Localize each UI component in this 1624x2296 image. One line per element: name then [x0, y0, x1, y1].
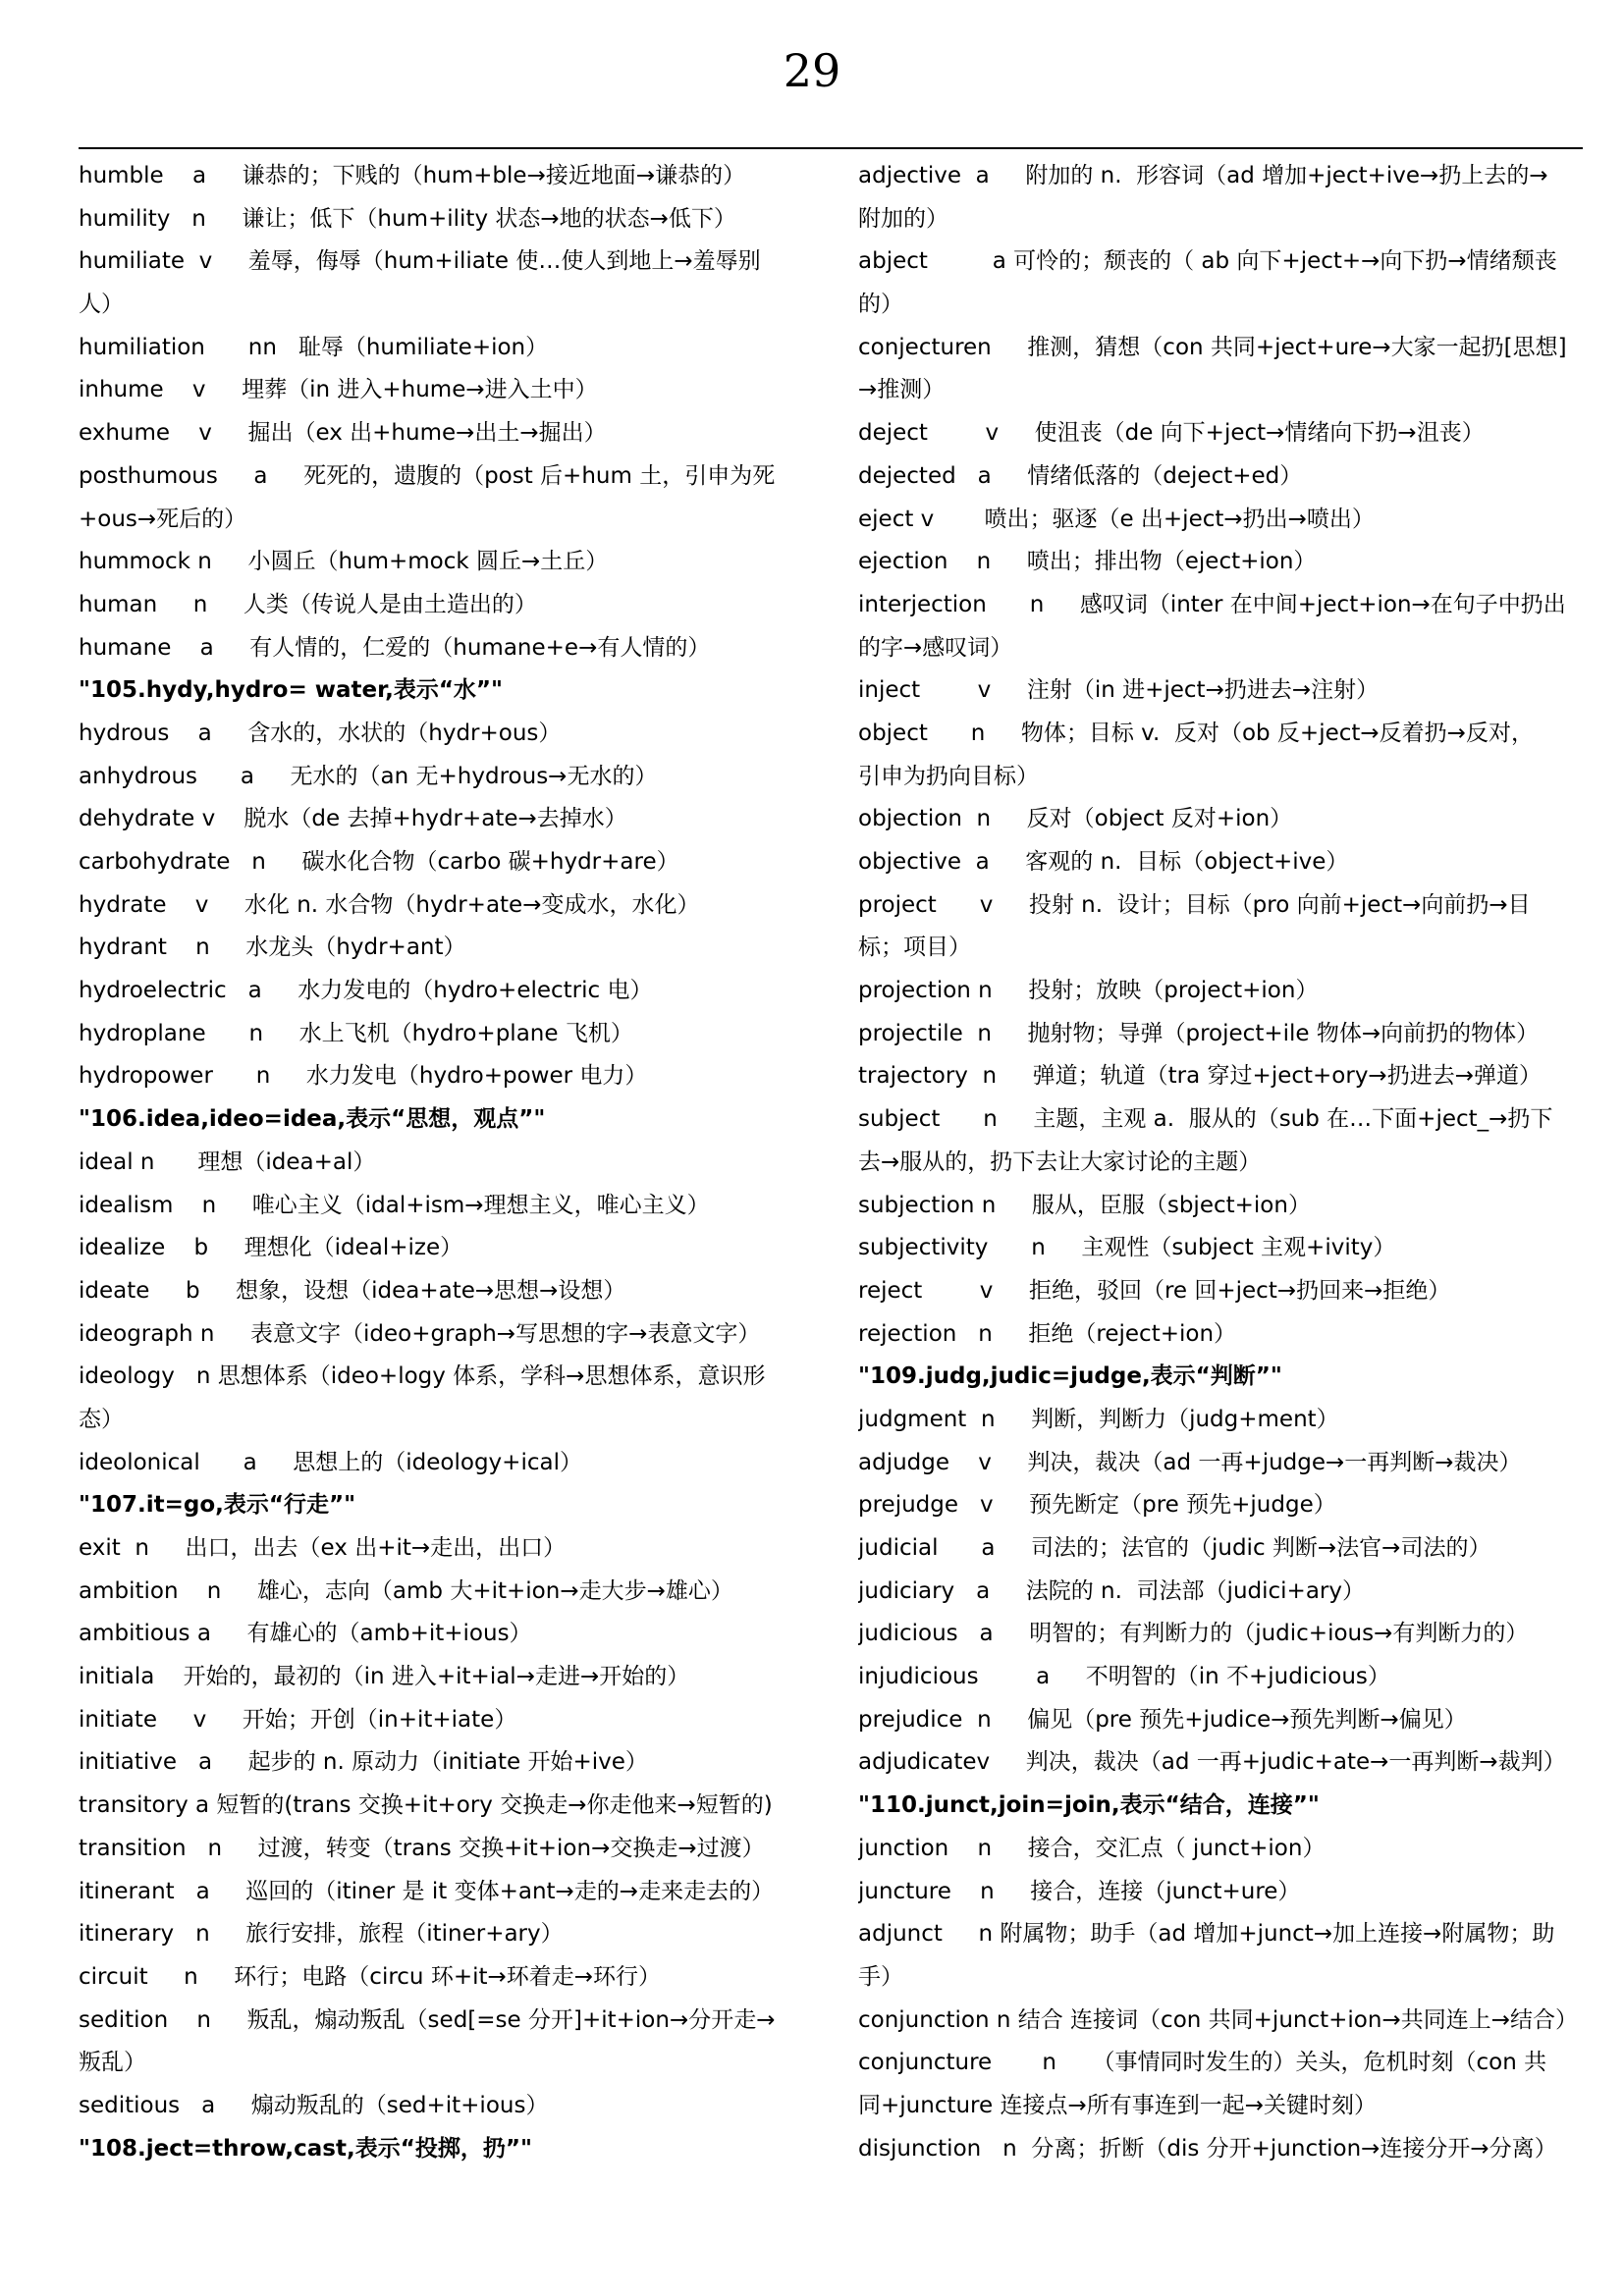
left-entry-line: idealism n 唯心主义（idal+ism→理想主义，唯心主义）: [79, 1192, 710, 1218]
left-section-heading: "108.ject=throw,cast,表示“投掷，扔”": [79, 2135, 532, 2162]
left-entry-line: ambitious a 有雄心的（amb+it+ious）: [79, 1621, 532, 1647]
right-entry-line: judgment n 判断，判断力（judg+ment）: [858, 1406, 1339, 1432]
left-entry-line: circuit n 环行；电路（circu 环+it→环着走→环行）: [79, 1963, 662, 1990]
right-entry-line: conjunction n 结合 连接词（con 共同+junct+ion→共同连上→结合）: [858, 2006, 1578, 2033]
left-entry-line: hydrous a 含水的，水状的（hydr+ous）: [79, 720, 562, 746]
right-entry-line: 同+juncture 连接点→所有事连到一起→关键时刻）: [858, 2092, 1378, 2118]
right-section-heading: "109.judg,judic=judge,表示“判断”": [858, 1363, 1282, 1390]
left-entry-line: posthumous a 死死的，遗腹的（post 后+hum 土，引申为死: [79, 462, 776, 489]
left-entry-line: ideolonical a 思想上的（ideology+ical）: [79, 1449, 582, 1475]
right-entry-line: subjectivity n 主观性（subject 主观+ivity）: [858, 1235, 1396, 1261]
right-entry-line: project v 投射 n. 设计；目标（pro 向前+ject→向前扔→目: [858, 891, 1531, 918]
left-entry-line: ambition n 雄心，志向（amb 大+it+ion→走大步→雄心）: [79, 1577, 733, 1604]
left-entry-line: ideal n 理想（idea+al）: [79, 1148, 376, 1175]
left-entry-line: initiala 开始的，最初的（in 进入+it+ial→走进→开始的）: [79, 1664, 690, 1690]
left-entry-line: humble a 谦恭的；下贱的（hum+ble→接近地面→谦恭的）: [79, 163, 746, 188]
left-entry-line: humiliation nn 耻辱（humiliate+ion）: [79, 334, 549, 360]
right-entry-line: conjecturen 推测，猜想（con 共同+ject+ure→大家一起扔[思想]: [858, 334, 1567, 360]
left-column: [79, 155, 805, 2170]
right-entry-line: subject n 主题，主观 a. 服从的（sub 在…下面+ject_→扔下: [858, 1106, 1553, 1133]
right-entry-line: objective a 客观的 n. 目标（object+ive）: [858, 849, 1349, 875]
right-entry-line: dejected a 情绪低落的（deject+ed）: [858, 462, 1303, 489]
left-entry-line: humane a 有人情的，仁爱的（humane+e→有人情的）: [79, 634, 711, 661]
right-entry-line: rejection n 拒绝（reject+ion）: [858, 1320, 1237, 1347]
right-entry-line: objection n 反对（object 反对+ion）: [858, 806, 1293, 832]
right-entry-line: adjunct n 附属物；助手（ad 增加+junct→加上连接→附属物；助: [858, 1921, 1555, 1948]
left-entry-line: anhydrous a 无水的（an 无+hydrous→无水的）: [79, 763, 658, 789]
left-entry-line: hydroplane n 水上飞机（hydro+plane 飞机）: [79, 1020, 633, 1046]
right-entry-line: prejudge v 预先断定（pre 预先+judge）: [858, 1492, 1336, 1519]
right-column: [858, 155, 1583, 2170]
header-rule: [79, 147, 1583, 149]
left-entry-line: humility n 谦让；低下（hum+ility 状态→地的状态→低下）: [79, 205, 736, 232]
right-entry-line: judiciary a 法院的 n. 司法部（judici+ary）: [858, 1577, 1365, 1604]
left-entry-line: dehydrate v 脱水（de 去掉+hydr+ate→去掉水）: [79, 806, 627, 832]
right-entry-line: →推测）: [858, 377, 946, 403]
right-entry-line: 附加的）: [858, 205, 948, 232]
left-entry-line: carbohydrate n 碳水化合物（carbo 碳+hydr+are）: [79, 849, 679, 875]
right-entry-line: conjuncture n （事情同时发生的）关头，危机时刻（con 共: [858, 2050, 1547, 2076]
left-entry-line: exhume v 掘出（ex 出+hume→出土→掘出）: [79, 420, 607, 447]
right-entry-line: deject v 使沮丧（de 向下+ject→情绪向下扔→沮丧）: [858, 420, 1485, 447]
right-entry-line: injudicious a 不明智的（in 不+judicious）: [858, 1664, 1390, 1690]
left-entry-line: humiliate v 羞辱，侮辱（hum+iliate 使…使人到地上→羞辱别: [79, 248, 761, 275]
left-section-heading: "105.hydy,hydro= water,表示“水”": [79, 677, 504, 704]
right-entry-line: judicious a 明智的；有判断力的（judic+ious→有判断力的）: [858, 1621, 1529, 1647]
left-entry-line: initiate v 开始；开创（in+it+iate）: [79, 1706, 517, 1733]
right-entry-line: prejudice n 偏见（pre 预先+judice→预先判断→偏见）: [858, 1706, 1467, 1733]
left-entry-line: human n 人类（传说人是由土造出的）: [79, 591, 537, 617]
right-entry-line: adjudge v 判决，裁决（ad 一再+judge→一再判断→裁决）: [858, 1449, 1522, 1475]
left-entry-line: ideology n 思想体系（ideo+logy 体系，学科→思想体系，意识形: [79, 1363, 766, 1390]
left-entry-line: hummock n 小圆丘（hum+mock 圆丘→土丘）: [79, 549, 609, 575]
left-entry-line: 态）: [79, 1406, 124, 1432]
left-entry-line: 叛乱）: [79, 2050, 146, 2076]
right-entry-line: juncture n 接合，连接（junct+ure）: [858, 1878, 1301, 1904]
right-entry-line: subjection n 服从，臣服（sbject+ion）: [858, 1192, 1311, 1218]
left-entry-line: hydrate v 水化 n. 水合物（hydr+ate→变成水，水化）: [79, 891, 700, 918]
right-entry-line: adjudicatev 判决，裁决（ad 一再+judic+ate→一再判断→裁判）: [858, 1749, 1566, 1776]
left-entry-line: initiative a 起步的 n. 原动力（initiate 开始+ive）: [79, 1749, 648, 1776]
right-entry-line: disjunction n 分离；折断（dis 分开+junction→连接分开→分离）: [858, 2135, 1557, 2162]
right-entry-line: eject v 喷出；驱逐（e 出+ject→扔出→喷出）: [858, 506, 1375, 532]
left-entry-line: transition n 过渡，转变（trans 交换+it+ion→交换走→过渡）: [79, 1835, 765, 1861]
right-entry-line: adjective a 附加的 n. 形容词（ad 增加+ject+ive→扔上去的→: [858, 163, 1548, 188]
left-section-heading: "107.it=go,表示“行走”": [79, 1492, 356, 1519]
right-entry-line: reject v 拒绝，驳回（re 回+ject→扔回来→拒绝）: [858, 1277, 1451, 1304]
right-entry-line: 标；项目）: [858, 934, 971, 961]
right-entry-line: 的字→感叹词）: [858, 634, 1013, 661]
right-section-heading: "110.junct,join=join,表示“结合，连接”": [858, 1792, 1320, 1819]
left-entry-line: 人）: [79, 292, 124, 318]
left-entry-line: hydrant n 水龙头（hydr+ant）: [79, 934, 466, 961]
left-entry-line: hydropower n 水力发电（hydro+power 电力）: [79, 1063, 648, 1090]
page-number: 29: [783, 44, 841, 97]
right-entry-line: 的）: [858, 292, 903, 318]
left-section-heading: "106.idea,ideo=idea,表示“思想，观点”": [79, 1106, 546, 1133]
right-entry-line: interjection n 感叹词（inter 在中间+ject+ion→在句子中扔出: [858, 591, 1566, 617]
right-entry-line: trajectory n 弹道；轨道（tra 穿过+ject+ory→扔进去→弹道）: [858, 1063, 1542, 1090]
right-entry-line: ejection n 喷出；排出物（eject+ion）: [858, 549, 1317, 575]
left-entry-line: +ous→死后的）: [79, 506, 247, 532]
right-entry-line: junction n 接合，交汇点（ junct+ion）: [858, 1835, 1326, 1861]
right-entry-line: projection n 投射；放映（project+ion）: [858, 978, 1319, 1004]
right-entry-line: judicial a 司法的；法官的（judic 判断→法官→司法的）: [858, 1535, 1491, 1561]
left-entry-line: sedition n 叛乱，煽动叛乱（sed[=se 分开]+it+ion→分开走→: [79, 2006, 776, 2033]
left-entry-line: seditious a 煽动叛乱的（sed+it+ious）: [79, 2092, 549, 2118]
left-entry-line: inhume v 埋葬（in 进入+hume→进入土中）: [79, 377, 598, 403]
left-entry-line: hydroelectric a 水力发电的（hydro+electric 电）: [79, 978, 653, 1004]
left-entry-line: ideate b 想象，设想（idea+ate→思想→设想）: [79, 1277, 626, 1304]
right-entry-line: 去→服从的，扔下去让大家讨论的主题）: [858, 1148, 1262, 1175]
left-entry-line: exit n 出口，出去（ex 出+it→走出，出口）: [79, 1535, 567, 1561]
right-entry-line: object n 物体；目标 v. 反对（ob 反+ject→反着扔→反对，: [858, 720, 1534, 746]
right-entry-line: inject v 注射（in 进+ject→扔进去→注射）: [858, 677, 1380, 704]
left-entry-line: transitory a 短暂的(trans 交换+it+ory 交换走→你走他来→短暂的): [79, 1792, 773, 1819]
left-entry-line: idealize b 理想化（ideal+ize）: [79, 1235, 463, 1261]
right-entry-line: 手）: [858, 1963, 903, 1990]
left-entry-line: itinerant a 巡回的（itiner 是 it 变体+ant→走的→走来走去的）: [79, 1878, 775, 1904]
left-entry-line: ideograph n 表意文字（ideo+graph→写思想的字→表意文字）: [79, 1320, 761, 1347]
right-entry-line: projectile n 抛射物；导弹（project+ile 物体→向前扔的物体）: [858, 1020, 1540, 1046]
left-entry-line: itinerary n 旅行安排，旅程（itiner+ary）: [79, 1921, 564, 1948]
right-entry-line: abject a 可怜的；颓丧的（ ab 向下+ject+→向下扔→情绪颓丧: [858, 248, 1557, 275]
right-entry-line: 引申为扔向目标）: [858, 763, 1039, 789]
